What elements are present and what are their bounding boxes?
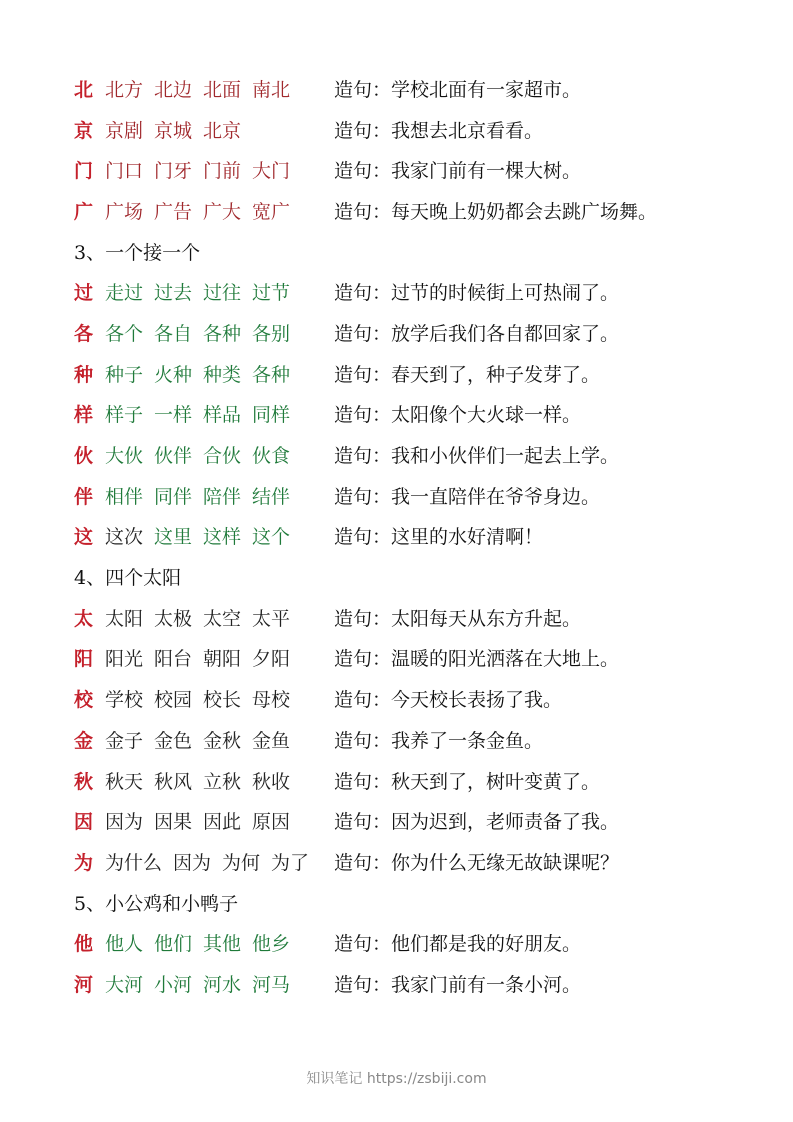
vocab-words — [105, 116, 334, 143]
vocab-word: 各种 — [203, 322, 242, 345]
vocab-word: 这个 — [252, 526, 291, 549]
vocab-word: 大河 — [105, 973, 144, 996]
vocab-word: 门牙 — [154, 160, 193, 183]
vocab-entry — [74, 109, 754, 150]
example-sentence: 造句：秋天到了，树叶变黄了。 — [334, 770, 601, 793]
vocab-entry — [74, 353, 754, 394]
vocab-word: 过去 — [154, 282, 193, 305]
vocab-words — [105, 197, 334, 224]
vocab-word: 秋风 — [154, 770, 193, 793]
vocab-word: 太平 — [252, 607, 291, 630]
vocab-word: 立秋 — [203, 770, 242, 793]
vocab-word: 同伴 — [154, 485, 193, 508]
vocab-word: 为何 — [222, 851, 261, 874]
vocab-word: 阳光 — [105, 648, 144, 671]
section-heading — [74, 556, 754, 597]
example-sentence: 造句：我家门前有一棵大树。 — [334, 160, 582, 183]
vocab-word: 金子 — [105, 729, 144, 752]
vocab-entry — [74, 434, 754, 475]
vocab-word: 门口 — [105, 160, 144, 183]
vocab-word: 学校 — [105, 689, 144, 712]
vocab-entry — [74, 68, 754, 109]
vocab-words — [105, 726, 334, 753]
section-heading — [74, 882, 754, 923]
vocab-word: 广告 — [154, 200, 193, 223]
section-heading-text: 3、一个接一个 — [74, 241, 201, 264]
page-footer: 知识笔记 https://zsbiji.com — [306, 1071, 487, 1087]
vocab-words — [105, 848, 334, 875]
vocab-character: 种 — [74, 363, 94, 386]
vocab-character: 门 — [74, 160, 94, 183]
vocab-entry — [74, 190, 754, 231]
vocab-character: 这 — [74, 526, 94, 549]
vocab-word: 河水 — [203, 973, 242, 996]
example-sentence: 造句：太阳每天从东方升起。 — [334, 607, 582, 630]
vocab-word: 种类 — [203, 363, 242, 386]
vocab-character: 伙 — [74, 445, 94, 468]
vocab-word: 这次 — [105, 526, 144, 549]
vocab-word: 各自 — [154, 322, 193, 345]
vocab-word: 北面 — [203, 78, 242, 101]
vocab-character: 阳 — [74, 648, 94, 671]
example-sentence: 造句：他们都是我的好朋友。 — [334, 933, 582, 956]
vocab-word: 夕阳 — [252, 648, 291, 671]
vocab-word: 秋收 — [252, 770, 291, 793]
example-sentence: 造句：学校北面有一家超市。 — [334, 78, 582, 101]
vocab-word: 走过 — [105, 282, 144, 305]
example-sentence: 造句：放学后我们各自都回家了。 — [334, 322, 620, 345]
vocab-word: 广大 — [203, 200, 242, 223]
vocab-entry — [74, 149, 754, 190]
vocab-word: 太阳 — [105, 607, 144, 630]
vocab-word: 伙伴 — [154, 445, 193, 468]
vocab-character: 样 — [74, 404, 94, 427]
example-sentence: 造句：我和小伙伴们一起去上学。 — [334, 445, 620, 468]
vocab-character: 秋 — [74, 770, 94, 793]
vocab-word: 陪伴 — [203, 485, 242, 508]
vocab-entry — [74, 719, 754, 760]
vocab-words — [105, 482, 334, 509]
example-sentence: 造句：温暖的阳光洒落在大地上。 — [334, 648, 620, 671]
vocab-entry — [74, 678, 754, 719]
vocab-character: 河 — [74, 973, 94, 996]
vocab-character: 广 — [74, 200, 94, 223]
example-sentence: 造句：我家门前有一条小河。 — [334, 973, 582, 996]
vocab-word: 金鱼 — [252, 729, 291, 752]
vocab-character: 太 — [74, 607, 94, 630]
vocab-character: 京 — [74, 119, 94, 142]
vocab-word: 一样 — [154, 404, 193, 427]
vocab-entry — [74, 597, 754, 638]
vocab-character: 伴 — [74, 485, 94, 508]
vocab-entry — [74, 394, 754, 435]
example-sentence: 造句：你为什么无缘无故缺课呢？ — [334, 851, 620, 874]
vocab-word: 过往 — [203, 282, 242, 305]
vocab-word: 为了 — [271, 851, 310, 874]
vocab-word: 合伙 — [203, 445, 242, 468]
vocab-word: 过节 — [252, 282, 291, 305]
vocab-entry — [74, 516, 754, 557]
vocab-word: 因此 — [203, 811, 242, 834]
vocab-word: 结伴 — [252, 485, 291, 508]
vocab-word: 金秋 — [203, 729, 242, 752]
vocab-character: 为 — [74, 851, 94, 874]
vocab-character: 他 — [74, 933, 94, 956]
example-sentence: 造句：每天晚上奶奶都会去跳广场舞。 — [334, 200, 658, 223]
vocab-word: 京剧 — [105, 119, 144, 142]
vocab-entry — [74, 963, 754, 1004]
section-heading-text: 5、小公鸡和小鸭子 — [74, 892, 239, 915]
vocab-words — [105, 807, 334, 834]
vocab-word: 朝阳 — [203, 648, 242, 671]
vocab-word: 各个 — [105, 322, 144, 345]
vocab-word: 北边 — [154, 78, 193, 101]
vocab-words — [105, 767, 334, 794]
vocab-words — [105, 644, 334, 671]
vocab-entry — [74, 800, 754, 841]
vocab-word: 原因 — [252, 811, 291, 834]
example-sentence: 造句：太阳像个大火球一样。 — [334, 404, 582, 427]
vocab-word: 阳台 — [154, 648, 193, 671]
vocab-words — [105, 75, 334, 102]
example-sentence: 造句：我想去北京看看。 — [334, 119, 544, 142]
vocab-words — [105, 970, 334, 997]
vocab-word: 同样 — [252, 404, 291, 427]
example-sentence: 造句：我一直陪伴在爷爷身边。 — [334, 485, 601, 508]
vocab-word: 秋天 — [105, 770, 144, 793]
vocab-words — [105, 441, 334, 468]
vocab-word: 小河 — [154, 973, 193, 996]
vocab-word: 相伴 — [105, 485, 144, 508]
vocab-words — [105, 156, 334, 183]
vocab-word: 样品 — [203, 404, 242, 427]
example-sentence: 造句：过节的时候街上可热闹了。 — [334, 282, 620, 305]
vocab-word: 京城 — [154, 119, 193, 142]
vocab-word: 各种 — [252, 363, 291, 386]
vocab-character: 校 — [74, 689, 94, 712]
vocab-word: 伙食 — [252, 445, 291, 468]
vocab-word: 太空 — [203, 607, 242, 630]
vocab-entry — [74, 922, 754, 963]
vocab-character: 北 — [74, 78, 94, 101]
vocab-words — [105, 278, 334, 305]
vocab-word: 因果 — [154, 811, 193, 834]
vocabulary-list — [74, 68, 754, 1004]
vocab-word: 他人 — [105, 933, 144, 956]
vocab-word: 火种 — [154, 363, 193, 386]
section-heading — [74, 231, 754, 272]
example-sentence: 造句：因为迟到，老师责备了我。 — [334, 811, 620, 834]
vocab-word: 河马 — [252, 973, 291, 996]
vocab-word: 大门 — [252, 160, 291, 183]
vocab-word: 大伙 — [105, 445, 144, 468]
vocab-word: 其他 — [203, 933, 242, 956]
vocab-word: 这里 — [154, 526, 193, 549]
vocab-word: 广场 — [105, 200, 144, 223]
vocab-character: 过 — [74, 282, 94, 305]
vocab-word: 宽广 — [252, 200, 291, 223]
vocab-word: 他乡 — [252, 933, 291, 956]
vocab-entry — [74, 271, 754, 312]
vocab-words — [105, 360, 334, 387]
vocab-words — [105, 319, 334, 346]
vocab-words — [105, 604, 334, 631]
vocab-word: 北京 — [203, 119, 242, 142]
vocab-entry — [74, 638, 754, 679]
vocab-word: 太极 — [154, 607, 193, 630]
vocab-word: 门前 — [203, 160, 242, 183]
vocab-word: 他们 — [154, 933, 193, 956]
vocab-word: 这样 — [203, 526, 242, 549]
vocab-word: 金色 — [154, 729, 193, 752]
vocab-words — [105, 400, 334, 427]
example-sentence: 造句：我养了一条金鱼。 — [334, 729, 544, 752]
vocab-word: 北方 — [105, 78, 144, 101]
vocab-word: 校园 — [154, 689, 193, 712]
vocab-words — [105, 522, 334, 549]
vocab-entry — [74, 312, 754, 353]
vocab-entry — [74, 475, 754, 516]
vocab-words — [105, 685, 334, 712]
vocab-word: 校长 — [203, 689, 242, 712]
section-heading-text: 4、四个太阳 — [74, 567, 182, 590]
vocab-character: 各 — [74, 322, 94, 345]
vocab-word: 各别 — [252, 322, 291, 345]
example-sentence: 造句：今天校长表扬了我。 — [334, 689, 563, 712]
vocab-character: 金 — [74, 729, 94, 752]
vocab-word: 母校 — [252, 689, 291, 712]
vocab-word: 为什么 — [105, 851, 163, 874]
vocab-character: 因 — [74, 811, 94, 834]
vocab-word: 因为 — [105, 811, 144, 834]
vocab-word: 种子 — [105, 363, 144, 386]
vocab-word: 样子 — [105, 404, 144, 427]
example-sentence: 造句：春天到了，种子发芽了。 — [334, 363, 601, 386]
vocab-words — [105, 929, 334, 956]
example-sentence: 造句：这里的水好清啊！ — [334, 526, 544, 549]
vocab-word: 南北 — [252, 78, 291, 101]
vocab-entry — [74, 841, 754, 882]
vocab-word: 因为 — [173, 851, 212, 874]
vocab-entry — [74, 760, 754, 801]
